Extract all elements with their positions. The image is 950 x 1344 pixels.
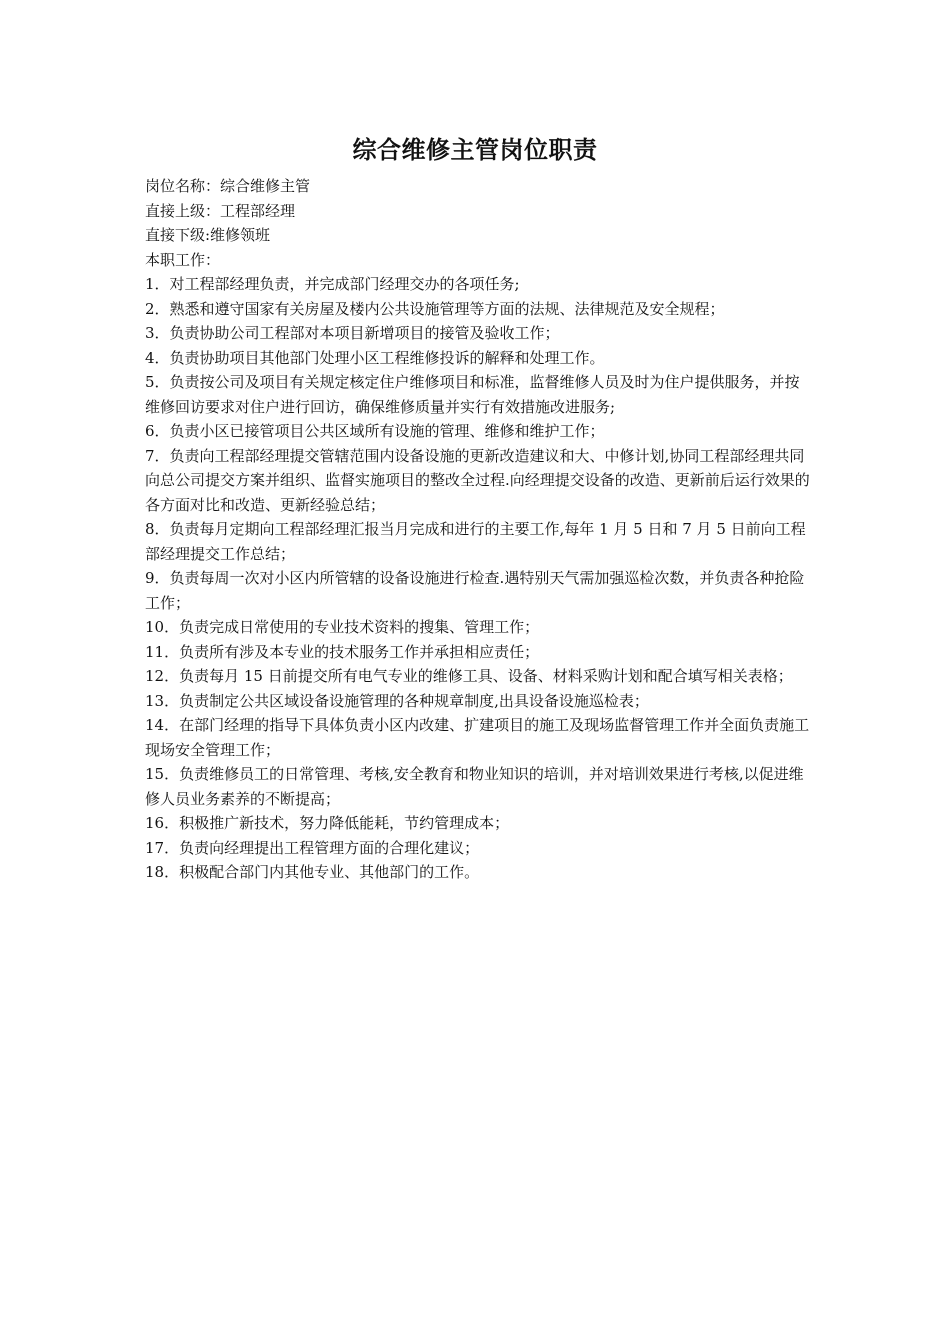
field-superior: 直接上级：工程部经理 [145,201,296,220]
duty-item-6: 6．负责小区已接管项目公共区域所有设施的管理、维修和维护工作； [145,422,605,440]
duty-item-4: 4．负责协助项目其他部门处理小区工程维修投诉的解释和处理工作。 [145,348,605,367]
duty-item-1: 1．对工程部经理负责，并完成部门经理交办的各项任务; [145,275,520,293]
duty-item-15: 15．负责维修员工的日常管理、考核,安全教育和物业知识的培训，并对培训效果进行考核,以促进维修人员业务素养的不断提高； [145,765,804,808]
duty-item-8: 8．负责每月定期向工程部经理汇报当月完成和进行的主要工作,每年 1 月 5 日和 7 月 5 日前向工程部经理提交工作总结； [145,520,806,563]
duty-item-7: 7．负责向工程部经理提交管辖范围内设备设施的更新改造建议和大、中修计划,协同工程部经理共同向总公司提交方案并组织、监督实施项目的整改全过程.向经理提交设备的改造、更新前后运行效果的各方面对比和改造、更新经验总结； [145,446,810,514]
duty-item-18: 18．积极配合部门内其他专业、其他部门的工作。 [145,863,480,881]
document-body [145,174,810,885]
duty-item-3: 3．负责协助公司工程部对本项目新增项目的接管及验收工作； [145,324,560,342]
duty-item-2: 2．熟悉和遵守国家有关房屋及楼内公共设施管理等方面的法规、法律规范及安全规程； [145,299,725,318]
duty-item-10: 10．负责完成日常使用的专业技术资料的搜集、管理工作； [145,618,540,636]
field-position: 岗位名称：综合维修主管 [145,177,311,195]
duty-item-9: 9．负责每周一次对小区内所管辖的设备设施进行检查.遇特别天气需加强巡检次数，并负责各种抢险工作； [145,569,805,612]
duty-item-13: 13．负责制定公共区域设备设施管理的各种规章制度,出具设备设施巡检表； [145,691,649,710]
duties-heading: 本职工作： [145,250,221,269]
duty-item-5: 5．负责按公司及项目有关规定核定住户维修项目和标准，监督维修人员及时为住户提供服务，并按维修回访要求对住户进行回访，确保维修质量并实行有效措施改进服务; [145,373,800,416]
duty-item-14: 14．在部门经理的指导下具体负责小区内改建、扩建项目的施工及现场监督管理工作并全面负责施工现场安全管理工作； [145,716,810,759]
duty-item-12: 12．负责每月 15 日前提交所有电气专业的维修工具、设备、材料采购计划和配合填写相关表格； [145,667,793,685]
page-title: 综合维修主管岗位职责 [352,136,598,164]
duty-item-11: 11．负责所有涉及本专业的技术服务工作并承担相应责任； [145,642,540,661]
duty-item-17: 17．负责向经理提出工程管理方面的合理化建议； [145,838,480,857]
duty-item-16: 16．积极推广新技术，努力降低能耗，节约管理成本； [145,814,510,832]
field-subordinate: 直接下级:维修领班 [145,226,271,244]
